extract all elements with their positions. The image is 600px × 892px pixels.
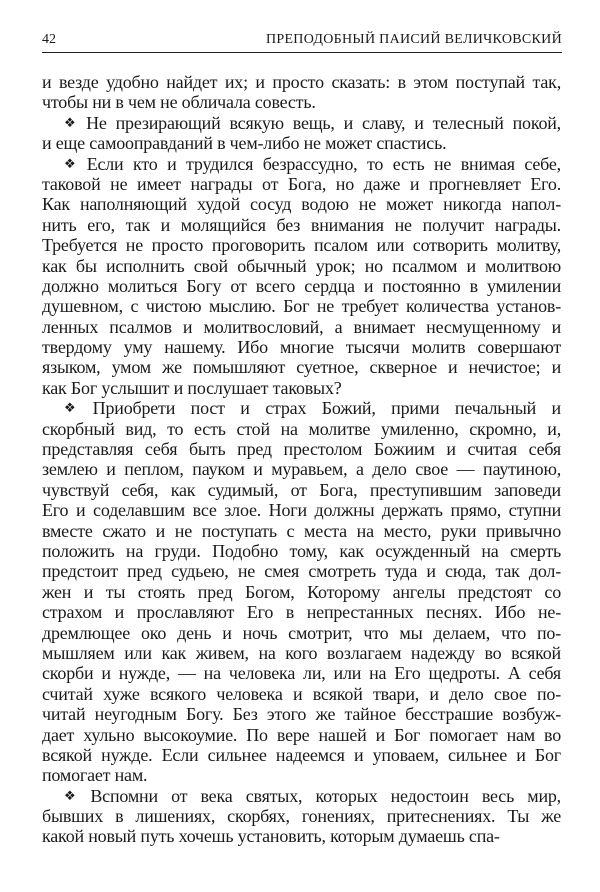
paragraph [42,398,561,785]
text-line [42,459,561,479]
line-text: страхом и прославляют Его в непрестанных песнях. Ибо не- [42,602,561,623]
line-text: как Бог услышит и послушает таковых? [42,377,342,398]
text-line [42,276,561,296]
line-text: и везде удобно найдет их; и просто сказать: в этом поступай так, [42,72,561,92]
line-text: Приобрети пост и страх Божий, прими печальный и [92,398,561,419]
line-text: чувствуй себя, как судимый, от Бога, преступившим заповеди [42,479,561,500]
line-text: положить на груди. Подобно тому, как осужденный на смерть [42,540,561,561]
line-text: таковой не имеет награды от Бога, но даже и прогневляет Его. [42,173,561,194]
line-text: нить его, так и молящийся без внимания не получит награды. [42,214,561,235]
text-line [42,256,561,276]
text-line [42,602,561,622]
line-text: читай неугодным Богу. Без этого же тайное бесстрашие возбуж- [42,704,561,725]
line-text: жен и ты стоять пред Богом, Которому ангелы предстоят со [42,581,561,602]
diamond-bullet-icon: ❖ [64,787,85,803]
page-number: 42 [42,32,56,47]
line-text: чтобы ни в чем не обличала совесть. [42,92,316,113]
text-line [42,765,561,785]
line-text: бывших в лишениях, скорбях, гонениях, притеснениях. Ты же [42,806,561,827]
line-text: Если кто и трудился безрассудно, то есть не внимая себе, [86,153,561,174]
text-line [42,826,561,846]
line-text: всякой нужде. Если сильнее надеемся и уповаем, сильнее и Бог [42,744,561,765]
text-line [42,663,561,683]
line-text: землею и пеплом, пауком и муравьем, а дело свое — паутиною, [42,459,561,480]
text-line [42,704,561,724]
line-text: дает хульно высокоумие. По вере нашей и Бог помогает нам во [42,724,561,745]
text-line [42,541,561,561]
running-title: ПРЕПОДОБНЫЙ ПАИСИЙ ВЕЛИЧКОВСКИЙ [265,32,562,47]
line-text: твердому уму нашему. Ибо многие тысячи молитв совершают [42,337,561,358]
page-body [42,72,561,847]
diamond-bullet-icon: ❖ [64,400,87,416]
diamond-bullet-icon: ❖ [64,114,81,130]
line-text: вместе сжато и не поступать с места на место, руки привычно [42,520,561,541]
running-header [42,30,562,53]
line-text: скорбный вид, то есть стой на молитве умиленно, скромно, и, [42,418,561,439]
text-line [42,582,561,602]
text-line [42,786,561,806]
line-text: Вспомни от века святых, которых недостоин весь мир, [90,785,561,806]
line-text: как бы исполнить свой обычный урок; но псалмом и молитвою [42,255,561,276]
text-line [42,296,561,316]
diamond-bullet-icon: ❖ [64,155,81,171]
paragraph [42,72,561,113]
line-text: помогает нам. [42,765,148,786]
text-line [42,480,561,500]
paragraph [42,113,561,154]
text-line [42,215,561,235]
text-line [42,357,561,377]
text-line [42,378,561,398]
line-text: и еще самооправданий в чем-либо не может спастись. [42,133,447,154]
text-line [42,235,561,255]
line-text: какой новый путь хочешь установить, которым думаешь спа- [42,826,500,847]
line-text: языком, умом же помышляют суетное, скверное и нечистое; и [42,357,561,378]
line-text: душевном, с чистою мыслию. Бог не требует количества установ- [42,296,561,317]
text-line [42,133,561,153]
line-text: представляя себя быть пред престолом Божиим и считая себя [42,439,561,460]
line-text: должно молиться Богу от всего сердца и постоянно в умилении [42,275,561,296]
line-text: считай хуже всякого человека и всякой твари, и дело свое по- [42,683,561,704]
text-line [42,643,561,663]
text-line [42,174,561,194]
text-line [42,92,561,112]
text-line [42,337,561,357]
line-text: Не презирающий всякую вещь, и славу, и телесный покой, [86,112,561,133]
text-line [42,561,561,581]
text-line [42,113,561,133]
text-line [42,745,561,765]
text-line [42,317,561,337]
line-text: Требуется не просто проговорить псалом или сотворить молитву, [42,235,561,256]
text-line [42,684,561,704]
text-line [42,806,561,826]
line-text: Как наполняющий худой сосуд водою не может никогда напол- [42,194,561,215]
line-text: дремлющее око день и ночь смотрит, что мы делаем, что по- [42,622,561,643]
text-line [42,725,561,745]
line-text: предстоит пред судьею, не смея смотреть туда и сюда, так дол- [42,561,561,582]
text-line [42,439,561,459]
text-line [42,154,561,174]
line-text: мышляем или как живем, на кого возлагаем надежду во всякой [42,642,561,663]
line-text: ленных псалмов и молитвословий, а внимает несмущенному и [42,316,561,337]
text-line [42,72,561,92]
line-text: Его и соделавшим все злое. Ноги должны держать прямо, ступни [42,500,561,521]
paragraph [42,154,561,399]
text-line [42,194,561,214]
text-line [42,419,561,439]
text-line [42,623,561,643]
text-line [42,521,561,541]
line-text: скорби и нужде, — на человека ли, или на Его щедроты. А себя [42,663,561,684]
text-line [42,398,561,418]
text-line [42,500,561,520]
paragraph [42,786,561,847]
